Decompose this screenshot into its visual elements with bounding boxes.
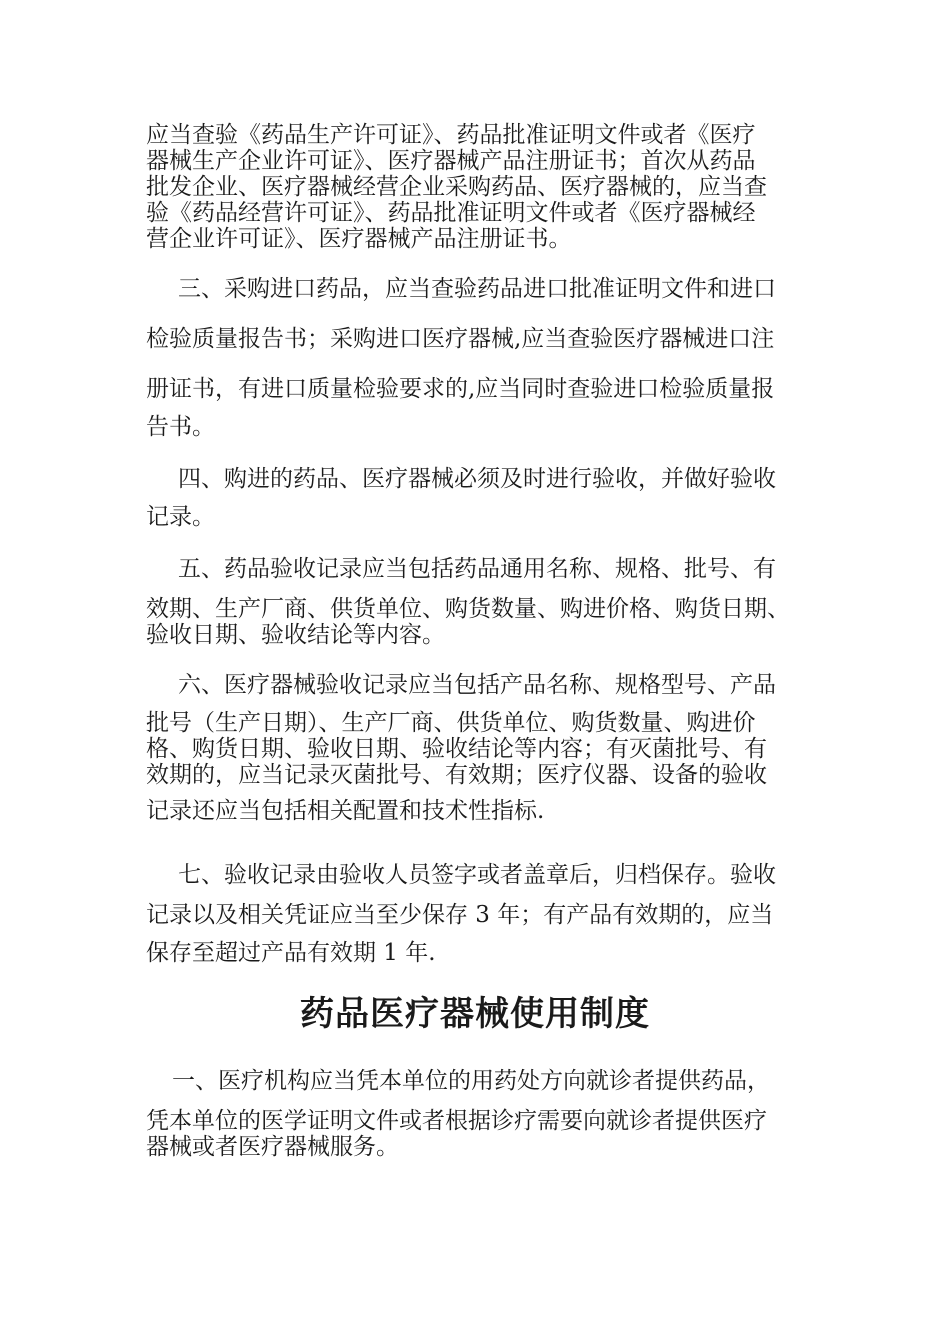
- paragraph-line: 批号（生产日期）、生产厂商、供货单位、购货数量、购进价: [146, 710, 756, 736]
- paragraph-line: 检验质量报告书；采购进口医疗器械,应当查验医疗器械进口注: [146, 326, 775, 352]
- paragraph-line: 效期、生产厂商、供货单位、购货数量、购进价格、购货日期、: [146, 596, 790, 622]
- paragraph-line: 册证书，有进口质量检验要求的,应当同时查验进口检验质量报: [146, 376, 775, 402]
- paragraph-line: 验《药品经营许可证》、药品批准证明文件或者《医疗器械经: [146, 200, 756, 226]
- paragraph-line: 七、验收记录由验收人员签字或者盖章后，归档保存。验收: [178, 862, 776, 888]
- paragraph-line: 格、购货日期、验收日期、验收结论等内容；有灭菌批号、有: [146, 736, 767, 762]
- paragraph-line: 记录以及相关凭证应当至少保存 3 年；有产品有效期的，应当: [146, 902, 774, 928]
- paragraph-line: 记录。: [146, 504, 215, 530]
- paragraph-line: 三、采购进口药品，应当查验药品进口批准证明文件和进口: [178, 276, 776, 302]
- paragraph-line: 验收日期、验收结论等内容。: [146, 622, 445, 648]
- paragraph-line: 一、医疗机构应当凭本单位的用药处方向就诊者提供药品，: [172, 1068, 770, 1094]
- paragraph-line: 器械或者医疗器械服务。: [146, 1134, 399, 1160]
- paragraph-line: 批发企业、医疗器械经营企业采购药品、医疗器械的，应当查: [146, 174, 767, 200]
- paragraph-line: 记录还应当包括相关配置和技术性指标.: [146, 798, 545, 824]
- paragraph-line: 五、药品验收记录应当包括药品通用名称、规格、批号、有: [178, 556, 776, 582]
- paragraph-line: 六、医疗器械验收记录应当包括产品名称、规格型号、产品: [178, 672, 776, 698]
- paragraph-line: 应当查验《药品生产许可证》、药品批准证明文件或者《医疗: [146, 122, 756, 148]
- paragraph-line: 营企业许可证》、医疗器械产品注册证书。: [146, 226, 572, 252]
- section-title: 药品医疗器械使用制度: [300, 994, 650, 1034]
- paragraph-line: 效期的，应当记录灭菌批号、有效期；医疗仪器、设备的验收: [146, 762, 767, 788]
- paragraph-line: 告书。: [146, 414, 215, 440]
- paragraph-line: 器械生产企业许可证》、医疗器械产品注册证书；首次从药品: [146, 148, 756, 174]
- paragraph-line: 四、购进的药品、医疗器械必须及时进行验收，并做好验收: [178, 466, 776, 492]
- paragraph-line: 凭本单位的医学证明文件或者根据诊疗需要向就诊者提供医疗: [146, 1108, 767, 1134]
- paragraph-line: 保存至超过产品有效期 1 年.: [146, 940, 436, 966]
